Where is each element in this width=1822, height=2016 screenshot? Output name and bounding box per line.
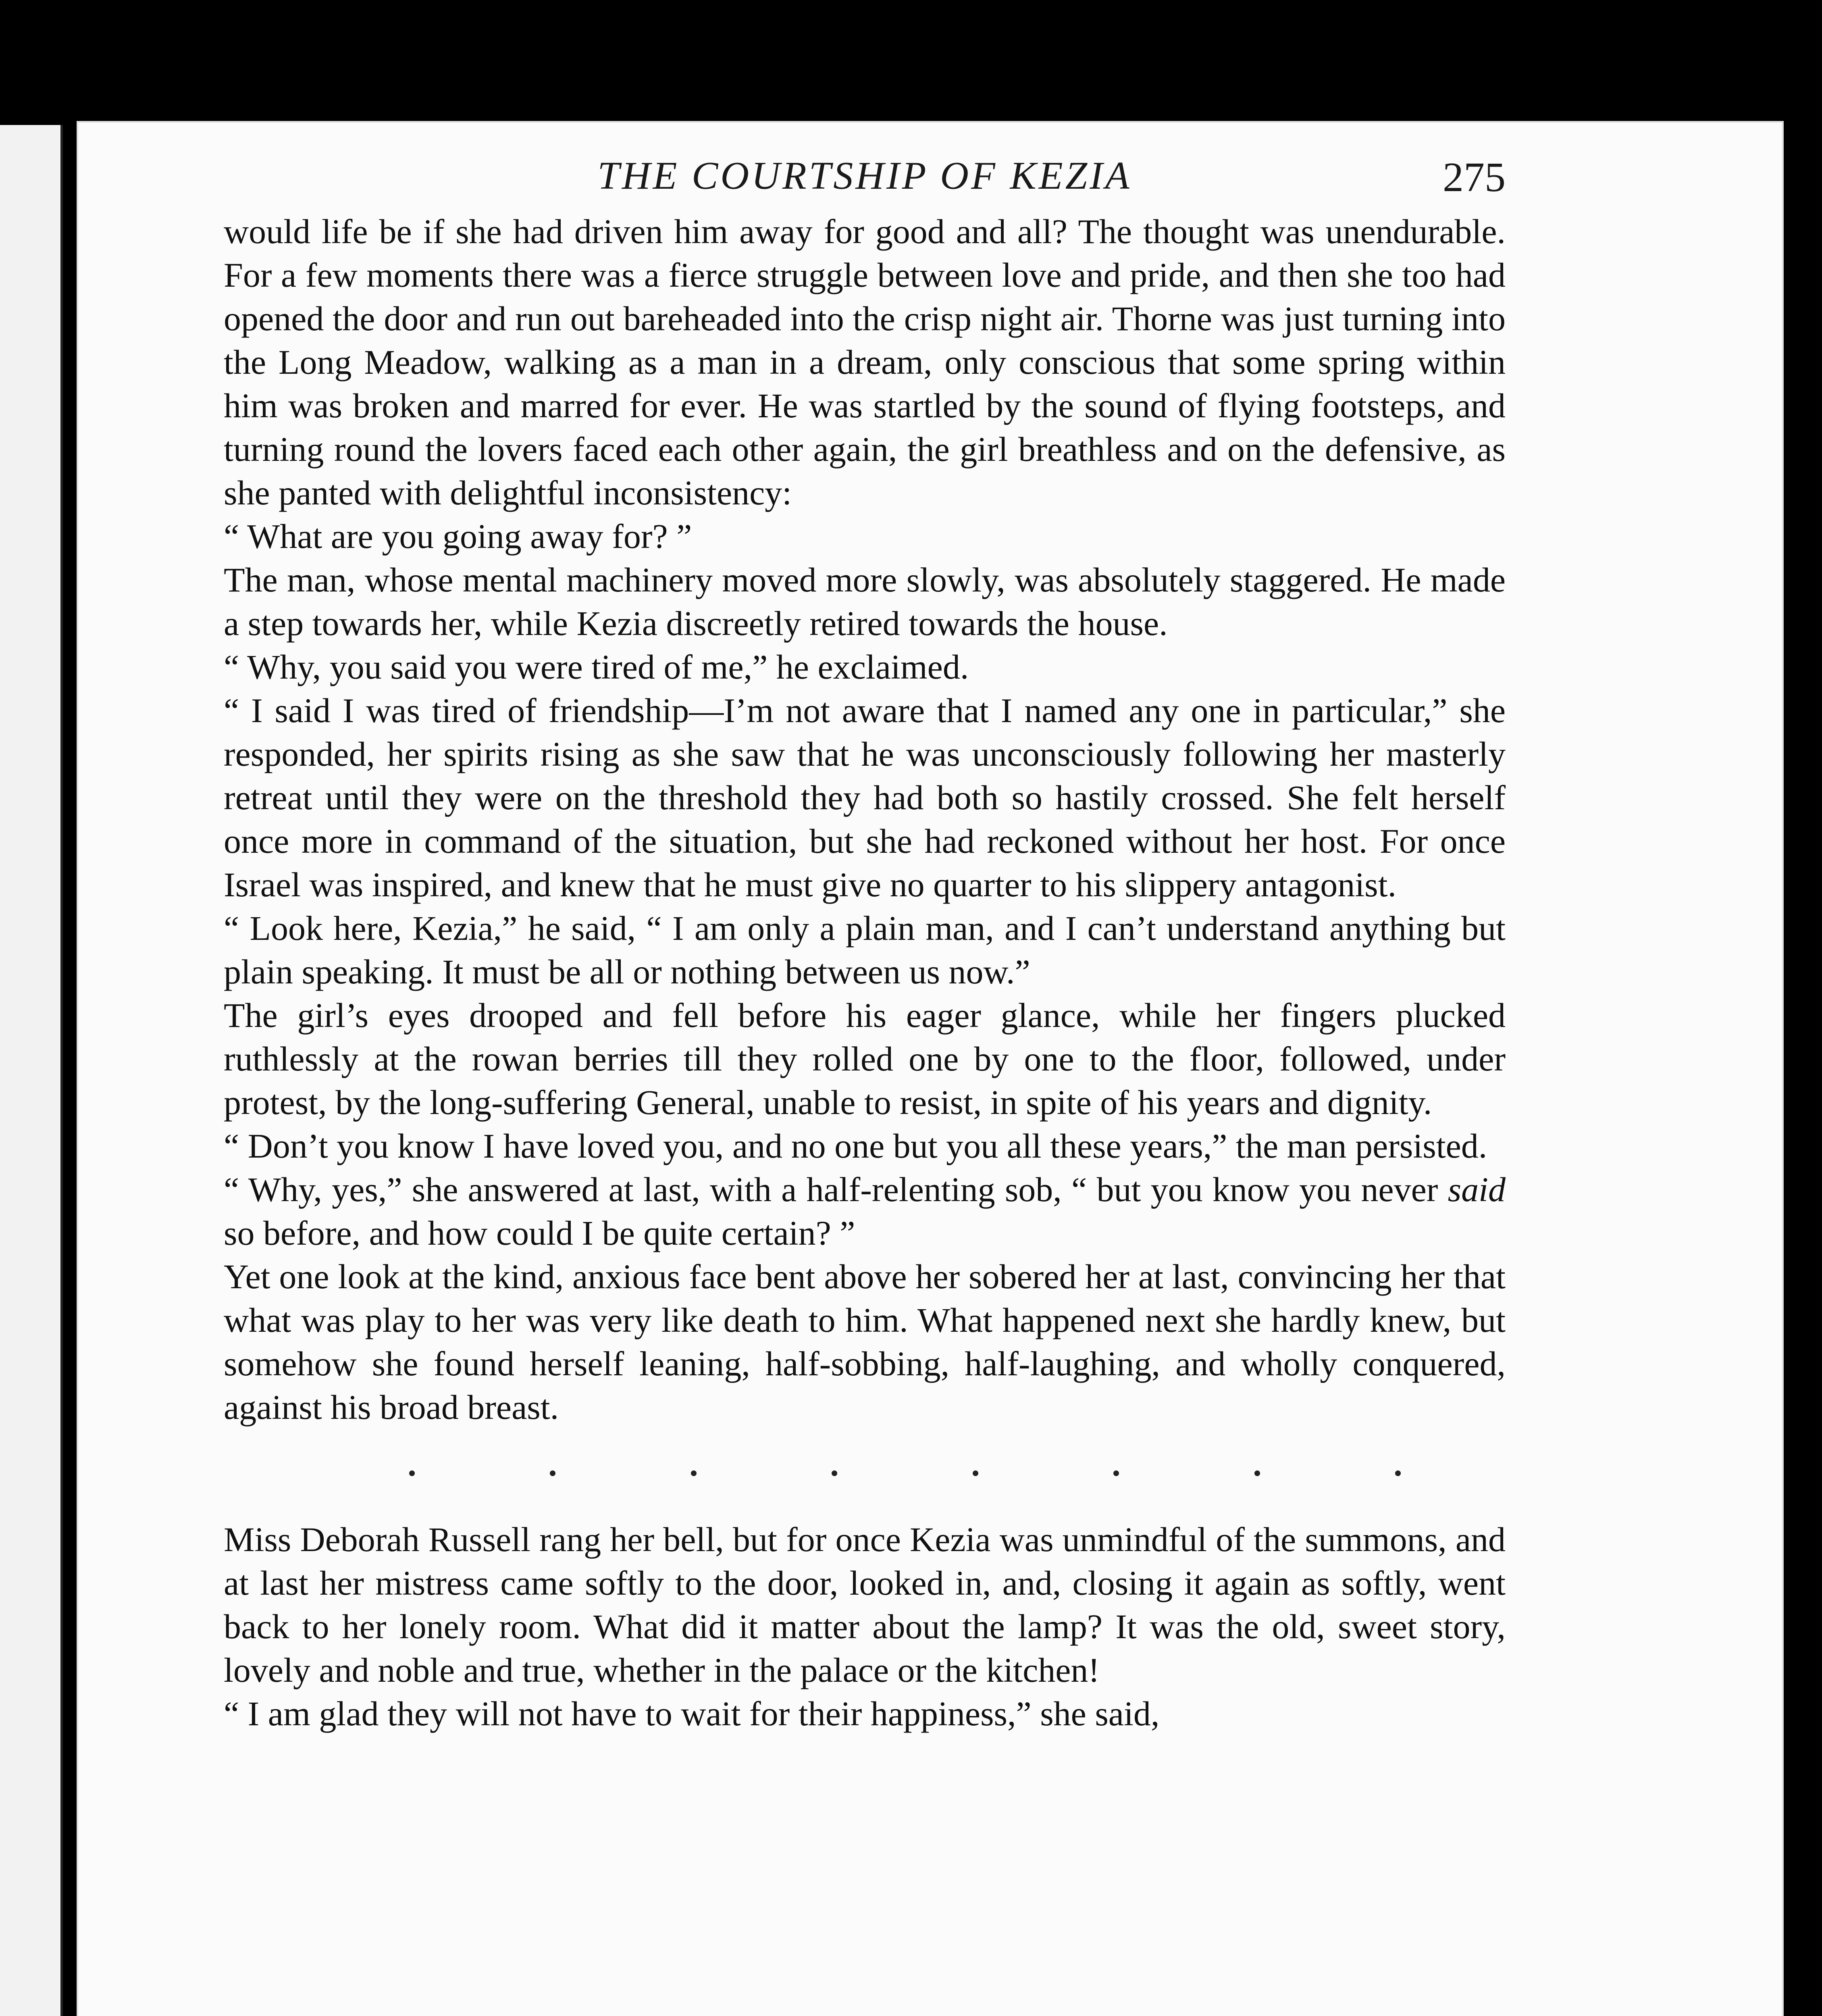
separator-dot xyxy=(1254,1470,1260,1476)
paragraph: “ Look here, Kezia,” he said, “ I am only a plain man, and I can’t understand anything but plain speaking. It must be all or nothing between us now.” xyxy=(224,909,1506,991)
separator-dot xyxy=(550,1470,555,1476)
separator-dot xyxy=(1395,1470,1401,1476)
paragraph: “ Don’t you know I have loved you, and no one but you all these years,” the man persisted. xyxy=(224,1127,1487,1165)
adjacent-page-edge xyxy=(0,125,63,2016)
text-run: so before, and how could I be quite certain? ” xyxy=(224,1214,855,1252)
paragraph: Miss Deborah Russell rang her bell, but for once Kezia was unmindful of the summons, and at last her mistress came softly to the door, looked in, and, closing it again as softly, went back to her lonely room. What did it matter about the lamp? It was the old, sweet story, lovely and noble and true, whether in the palace or the kitchen! xyxy=(224,1520,1506,1689)
running-title: THE COURTSHIP OF KEZIA xyxy=(597,154,1132,198)
page-header xyxy=(224,153,1506,214)
paragraph: would life be if she had driven him away for good and all? The thought was unendurable. For a few moments there was a fierce struggle between love and pride, and then she too had opened the door and run out bareheaded into the crisp night air. Thorne was just turning into the Long Meadow, walking as a man in a dream, only conscious that some spring within him was broken and marred for ever. He was startled by the sound of flying footsteps, and turning round the lovers faced each other again, the girl breathless and on the defensive, as she panted with delightful inconsistency: xyxy=(224,212,1506,512)
section-separator xyxy=(224,1429,1506,1518)
paragraph: The man, whose mental machinery moved more slowly, was absolutely staggered. He made a step towards her, while Kezia discreetly retired towards the house. xyxy=(224,560,1506,643)
body-text xyxy=(224,210,1506,1735)
paragraph: The girl’s eyes drooped and fell before his eager glance, while her fingers plucked ruthlessly at the rowan berries till they rolled one by one to the floor, followed, under protest, by the long-suffering General, unable to resist, in spite of his years and dignity. xyxy=(224,996,1506,1122)
separator-dot xyxy=(832,1470,837,1476)
paragraph: “ Why, you said you were tired of me,” he exclaimed. xyxy=(224,648,969,686)
text-run: “ Why, yes,” she answered at last, with a half-relenting sob, “ but you know you never xyxy=(224,1170,1448,1209)
separator-dot xyxy=(1113,1470,1119,1476)
separator-dot xyxy=(409,1470,415,1476)
separator-dot xyxy=(691,1470,697,1476)
italic-word: said xyxy=(1448,1170,1506,1209)
paragraph xyxy=(224,1168,1506,1255)
paragraph: Yet one look at the kind, anxious face bent above her sobered her at last, convincing her that what was play to her was very like death to him. What happened next she hardly knew, but somehow she found herself leaning, half-sobbing, half-laughing, and wholly conquered, against his broad breast. xyxy=(224,1257,1506,1427)
page-number: 275 xyxy=(1443,154,1506,200)
paragraph: “ I am glad they will not have to wait for their happiness,” she said, xyxy=(224,1694,1160,1733)
paragraph: “ I said I was tired of friendship—I’m not aware that I named any one in particular,” she responded, her spirits rising as she saw that he was unconsciously following her masterly retreat until they were on the threshold they had both so hastily crossed. She felt herself once more in command of the situation, but she had reckoned without her host. For once Israel was inspired, and knew that he must give no quarter to his slippery antagonist. xyxy=(224,691,1506,904)
paragraph: “ What are you going away for? ” xyxy=(224,517,692,556)
separator-dot xyxy=(973,1470,978,1476)
